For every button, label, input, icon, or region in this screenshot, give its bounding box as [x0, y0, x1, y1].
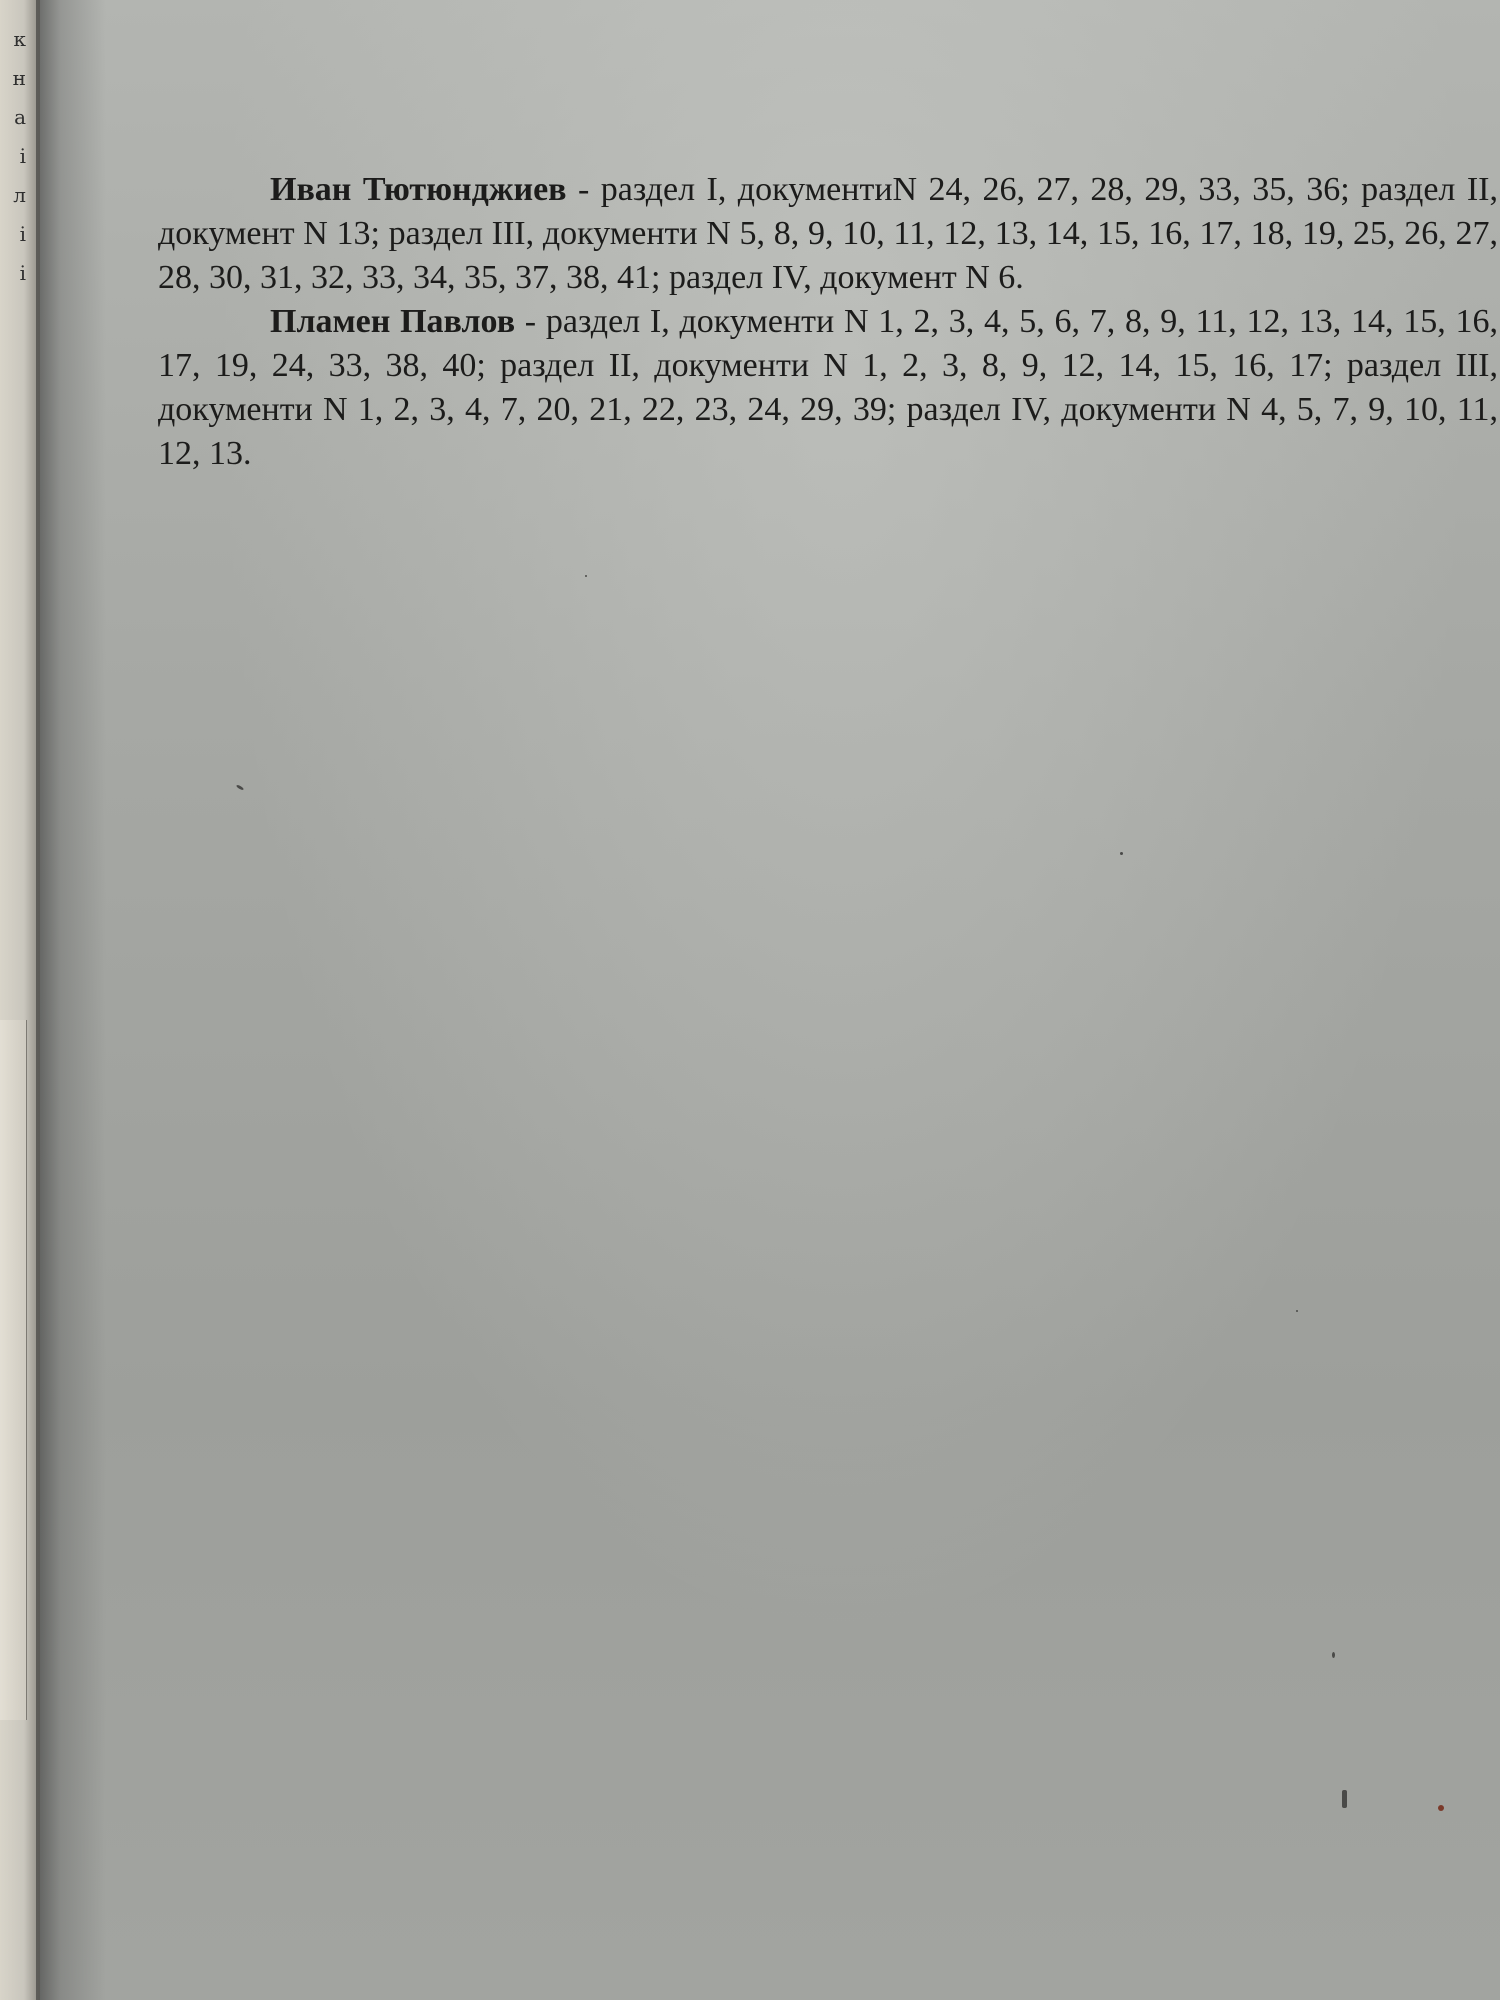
author-name: Иван Тютюнджиев	[270, 171, 567, 208]
paper-speck	[236, 784, 244, 791]
paper-speck	[585, 575, 587, 577]
paper-speck	[1332, 1652, 1335, 1658]
previous-page-flap	[0, 1020, 27, 1720]
paper-speck	[1342, 1790, 1347, 1808]
paragraph-text: - раздел I, документиN 24, 26, 27, 28, 29, 33, 35, 36; раздел II, документ N 13; раздел III, документи N 5, 8, 9, 10, 11, 12, 13, 14, 15, 16, 17, 18, 19, 25, 26, 27, 28, 30, 31, 32, 33, 34, 35, 37, 38, 41; раздел IV, документ N 6.	[158, 171, 1498, 296]
previous-page-letter: і	[19, 144, 26, 168]
paper-speck	[1120, 852, 1123, 855]
previous-page-letter: к	[13, 27, 26, 51]
previous-page-letter: і	[19, 261, 26, 285]
paper-speck	[1438, 1805, 1444, 1811]
previous-page-letter: і	[19, 222, 26, 246]
paragraph-tyutyundzhiev	[158, 168, 1498, 300]
previous-page-letters	[2, 20, 26, 293]
paragraph-text: - раздел I, документи N 1, 2, 3, 4, 5, 6, 7, 8, 9, 11, 12, 13, 14, 15, 16, 17, 19, 24, 33, 38, 40; раздел II, документи N 1, 2, 3, 8, 9, 12, 14, 15, 16, 17; раздел III, документи N 1, 2, 3, 4, 7, 20, 21, 22, 23, 24, 29, 39; раздел IV, документи N 4, 5, 7, 9, 10, 11, 12, 13.	[158, 303, 1498, 472]
previous-page-letter: л	[13, 183, 26, 207]
previous-page-letter: а	[14, 105, 26, 129]
author-name: Пламен Павлов	[270, 303, 516, 340]
credits-text	[158, 168, 1498, 476]
book-page	[40, 0, 1500, 2000]
paragraph-pavlov	[158, 300, 1498, 476]
page-gutter-shadow	[36, 0, 106, 2000]
paper-speck	[1296, 1310, 1298, 1312]
previous-page-letter: н	[12, 66, 26, 90]
